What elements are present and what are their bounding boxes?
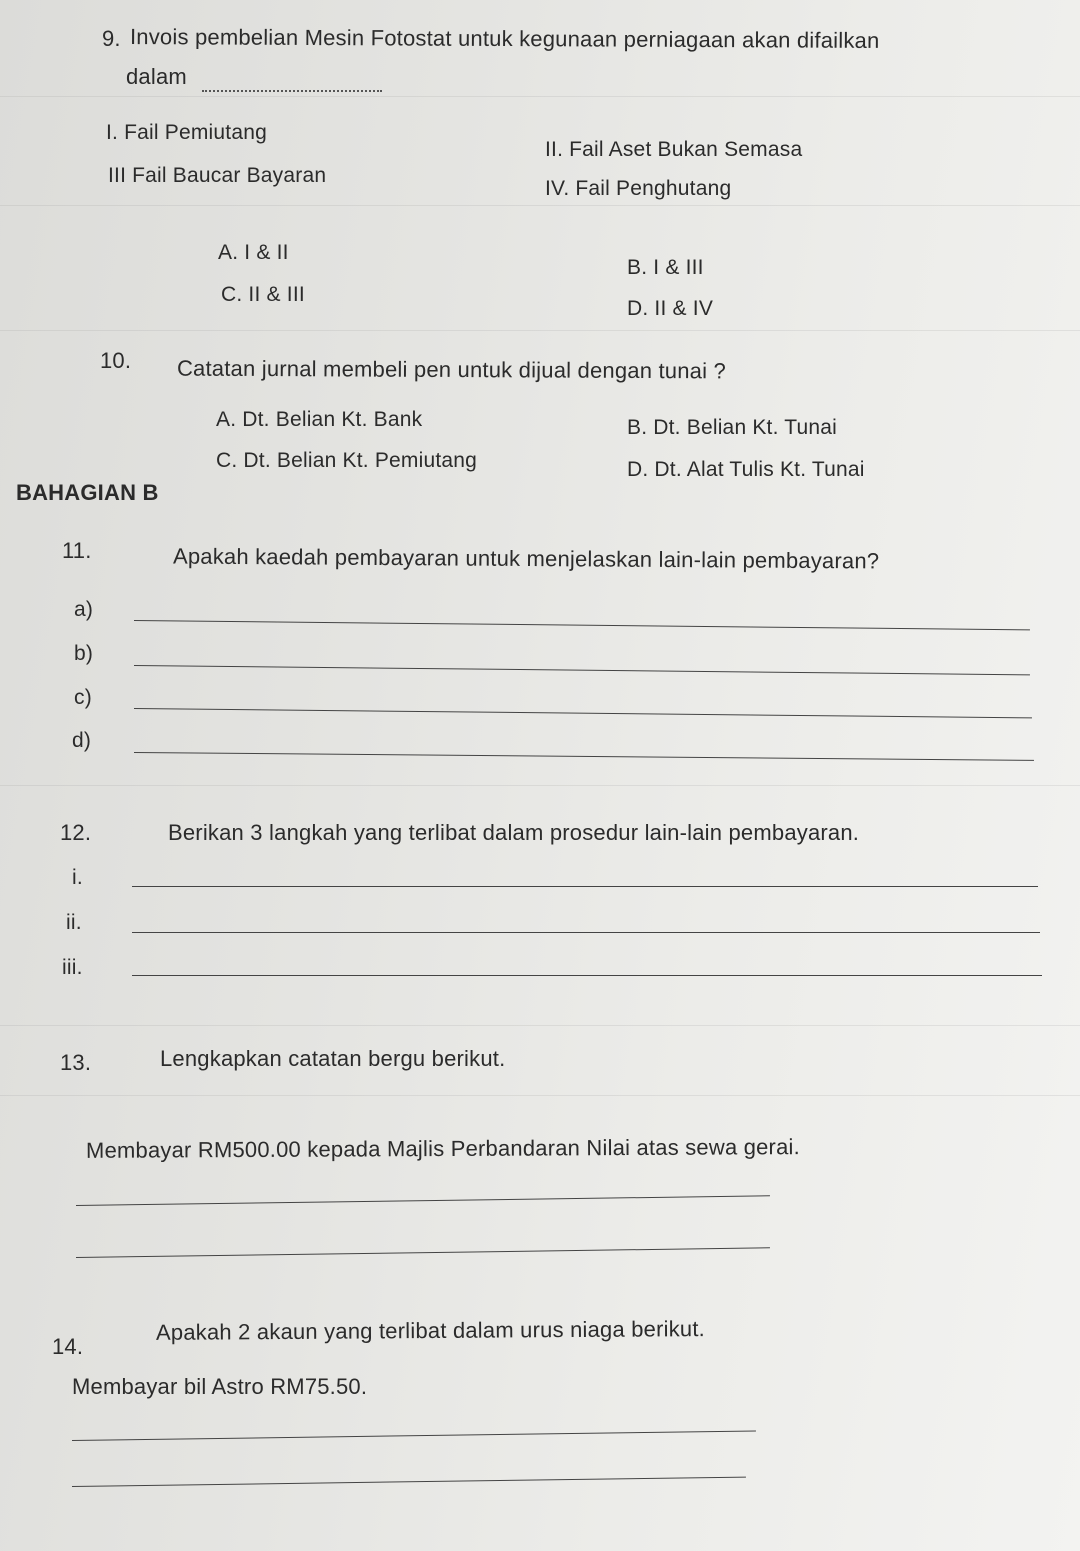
answer-line[interactable] bbox=[132, 886, 1038, 887]
question-text: Catatan jurnal membeli pen untuk dijual dengan tunai ? bbox=[176, 355, 727, 384]
answer-label: i. bbox=[72, 866, 83, 889]
paper-texture bbox=[0, 205, 1080, 206]
question-text: Apakah 2 akaun yang terlibat dalam urus niaga berikut. bbox=[155, 1316, 705, 1345]
paper-texture bbox=[0, 96, 1080, 97]
answer-line[interactable] bbox=[72, 1430, 756, 1441]
answer-label: b) bbox=[74, 642, 94, 665]
option-d[interactable]: D. Dt. Alat Tulis Kt. Tunai bbox=[627, 458, 865, 481]
answer-label: a) bbox=[74, 598, 94, 621]
answer-line[interactable] bbox=[72, 1477, 746, 1487]
option-b[interactable]: B. Dt. Belian Kt. Tunai bbox=[627, 416, 838, 439]
paper-texture bbox=[0, 785, 1080, 786]
answer-label: iii. bbox=[62, 956, 83, 979]
question-number: 9. bbox=[102, 26, 121, 51]
question-number: 14. bbox=[52, 1334, 84, 1359]
statement-4: IV. Fail Penghutang bbox=[545, 177, 732, 200]
answer-label: d) bbox=[72, 729, 92, 752]
question-number: 11. bbox=[62, 538, 92, 563]
question-number: 12. bbox=[60, 820, 92, 845]
question-text: Lengkapkan catatan bergu berikut. bbox=[160, 1046, 506, 1071]
paper-texture bbox=[0, 330, 1080, 331]
answer-line[interactable] bbox=[76, 1247, 770, 1258]
paper-texture bbox=[0, 1095, 1080, 1096]
answer-line[interactable] bbox=[76, 1195, 770, 1206]
option-b[interactable]: B. I & III bbox=[627, 256, 704, 279]
statement-2: II. Fail Aset Bukan Semasa bbox=[545, 138, 803, 161]
option-c[interactable]: C. II & III bbox=[221, 283, 305, 306]
statement-1: I. Fail Pemiutang bbox=[106, 121, 267, 144]
question-number: 10. bbox=[100, 348, 132, 373]
answer-line[interactable] bbox=[134, 708, 1032, 718]
question-text: Invois pembelian Mesin Fotostat untuk kegunaan perniagaan akan difailkan bbox=[129, 24, 880, 53]
scenario-text: Membayar RM500.00 kepada Majlis Perbandaran Nilai atas sewa gerai. bbox=[85, 1134, 800, 1163]
answer-line[interactable] bbox=[134, 752, 1034, 761]
answer-line[interactable] bbox=[134, 620, 1030, 630]
question-text: Apakah kaedah pembayaran untuk menjelaskan lain-lain pembayaran? bbox=[172, 543, 880, 574]
answer-line[interactable] bbox=[132, 975, 1042, 976]
answer-label: c) bbox=[74, 686, 92, 709]
question-text-cont: dalam bbox=[126, 64, 187, 89]
statement-3: III Fail Baucar Bayaran bbox=[108, 164, 327, 187]
section-title: BAHAGIAN B bbox=[16, 480, 159, 505]
question-number: 13. bbox=[60, 1050, 92, 1075]
option-a[interactable]: A. Dt. Belian Kt. Bank bbox=[216, 408, 423, 431]
answer-label: ii. bbox=[66, 911, 82, 934]
paper-texture bbox=[0, 1025, 1080, 1026]
option-c[interactable]: C. Dt. Belian Kt. Pemiutang bbox=[216, 449, 478, 472]
answer-blank[interactable] bbox=[202, 90, 382, 92]
option-a[interactable]: A. I & II bbox=[218, 241, 289, 264]
answer-line[interactable] bbox=[134, 665, 1030, 675]
question-text: Berikan 3 langkah yang terlibat dalam prosedur lain-lain pembayaran. bbox=[168, 820, 860, 845]
option-d[interactable]: D. II & IV bbox=[627, 297, 714, 320]
answer-line[interactable] bbox=[132, 932, 1040, 933]
scenario-text: Membayar bil Astro RM75.50. bbox=[72, 1374, 368, 1399]
